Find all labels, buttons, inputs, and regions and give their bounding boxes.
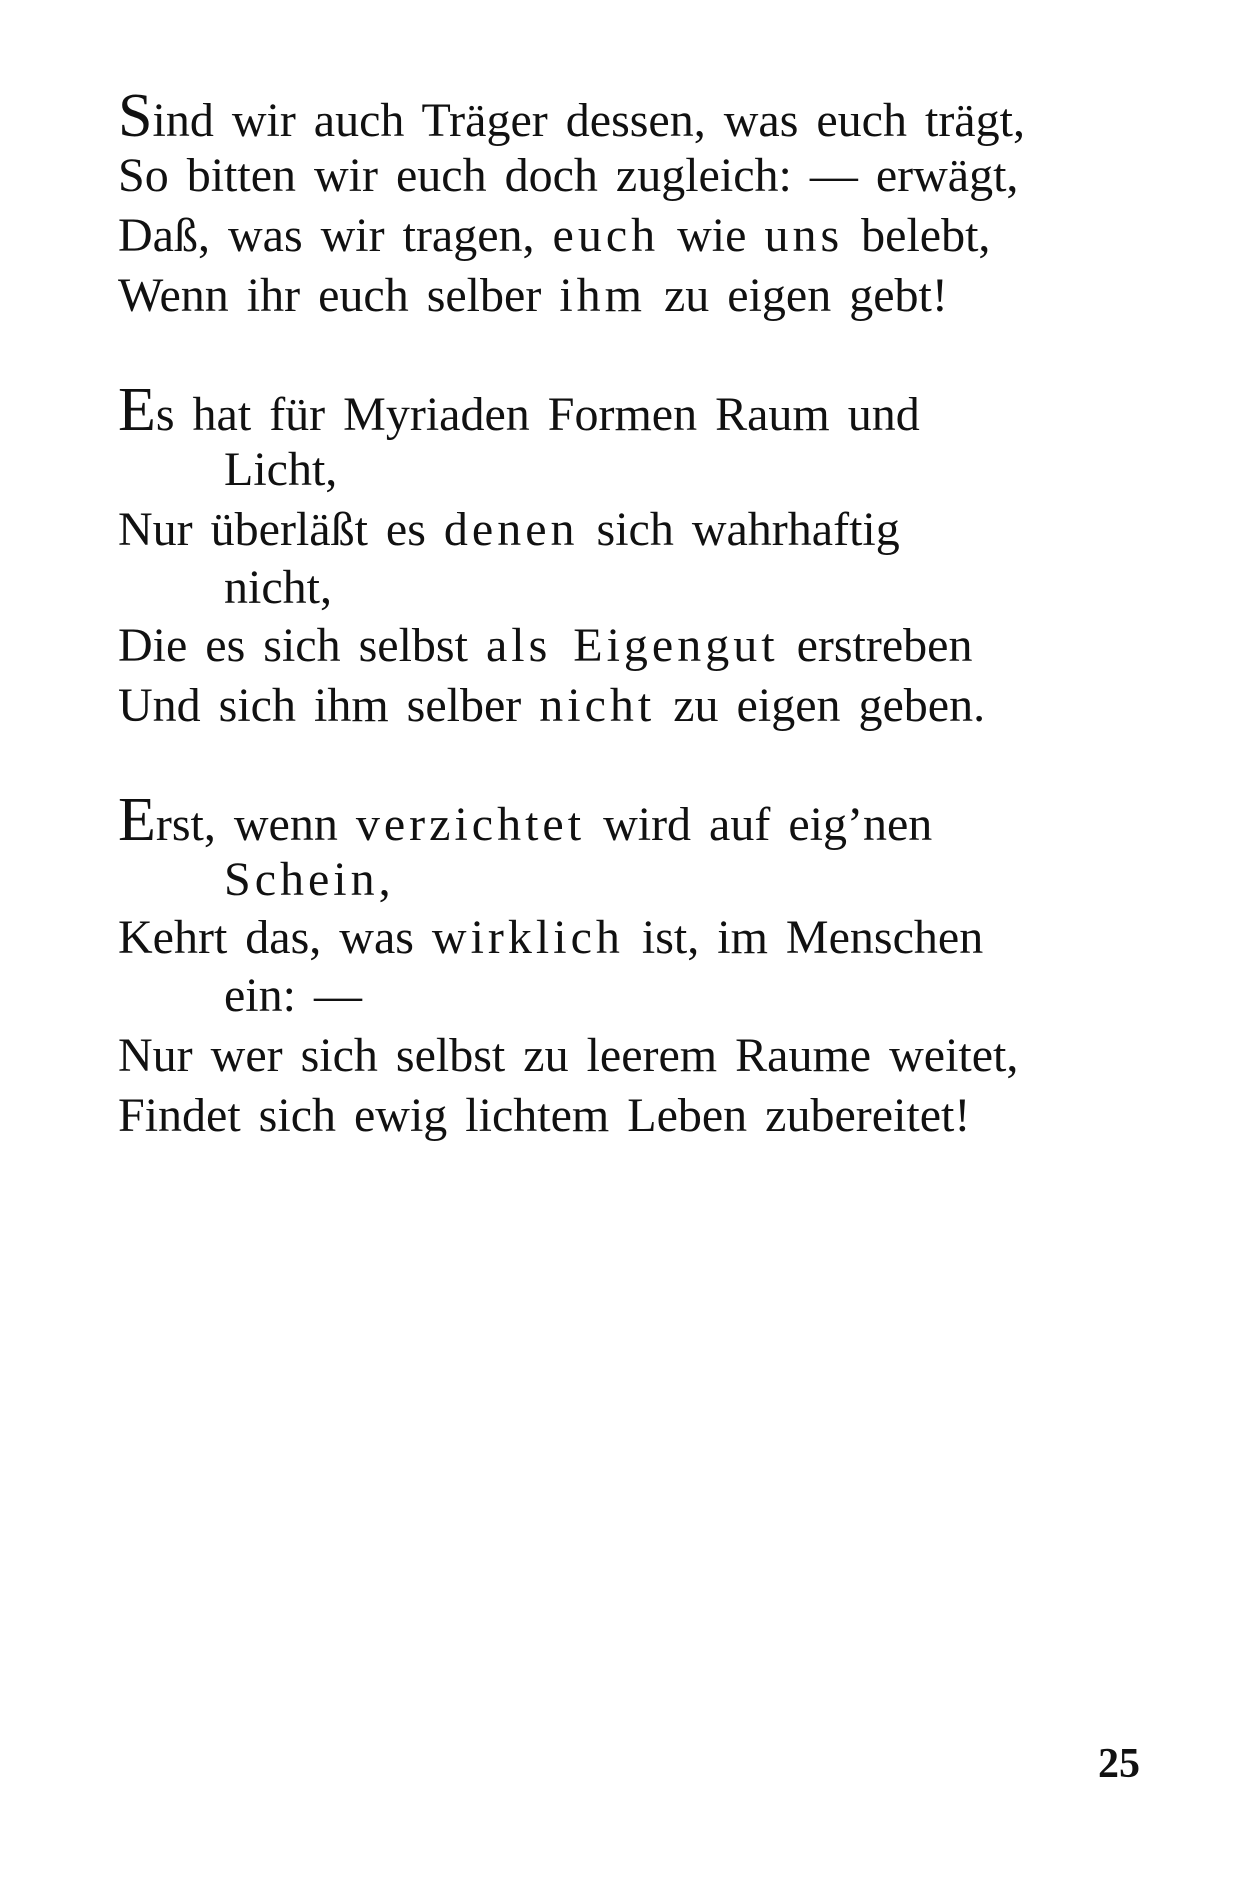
poem-line (118, 376, 920, 444)
line-text: erstreben (778, 619, 973, 672)
stanza-initial: E (118, 376, 156, 444)
line-text: s hat für Myriaden Formen Raum und (155, 388, 920, 441)
poem-line (118, 618, 972, 674)
spaced-text: Schein, (224, 853, 395, 906)
line-text: Kehrt das, was (118, 911, 432, 964)
stanza-initial: E (118, 786, 156, 854)
poem-line (118, 678, 985, 734)
line-text: wird auf eig’nen (585, 798, 933, 851)
poem-line (118, 208, 990, 264)
poem-line (224, 968, 362, 1024)
line-text: Licht, (224, 443, 338, 496)
poem-line (118, 1028, 1018, 1084)
spaced-text: euch (552, 209, 660, 262)
line-text: nicht, (224, 561, 332, 614)
line-text: Wenn ihr euch selber (118, 269, 560, 322)
line-text: wie (659, 209, 765, 262)
line-text: Findet sich ewig lichtem Leben zubereitet! (118, 1089, 971, 1142)
spaced-text: uns (764, 209, 844, 262)
stanza-initial: S (118, 82, 153, 150)
poem-line (118, 268, 948, 324)
spaced-text: verzichtet (355, 798, 586, 851)
page-number: 25 (1098, 1741, 1140, 1787)
spaced-text: denen (443, 503, 579, 556)
poem-line (224, 852, 395, 908)
line-text: zu eigen gebt! (645, 269, 948, 322)
line-text: Die es sich selbst (118, 619, 486, 672)
poem-line (224, 560, 332, 616)
line-text: Und sich ihm selber (118, 679, 540, 732)
poem-line (118, 82, 1025, 150)
spaced-text: nicht (539, 679, 656, 732)
poem-line (118, 1088, 970, 1144)
poem-line (118, 502, 900, 558)
poem-line (118, 148, 1018, 204)
line-text: ind wir auch Träger dessen, was euch trägt, (152, 94, 1025, 147)
line-text: sich wahrhaftig (578, 503, 900, 556)
poem-line (224, 442, 337, 498)
poem-line (118, 910, 983, 966)
line-text: rst, wenn (155, 798, 356, 851)
line-text: Daß, was wir tragen, (118, 209, 553, 262)
line-text: belebt, (843, 209, 991, 262)
line-text: ein: — (224, 969, 362, 1022)
line-text: Nur wer sich selbst zu leerem Raume weitet, (118, 1029, 1019, 1082)
line-text: Nur überläßt es (118, 503, 444, 556)
line-text: So bitten wir euch doch zugleich: — erwägt, (118, 149, 1019, 202)
poem-line (118, 786, 933, 854)
line-text: ist, im Menschen (623, 911, 984, 964)
line-text: zu eigen geben. (655, 679, 986, 732)
spaced-text: als Eigengut (485, 619, 779, 672)
spaced-text: wirklich (431, 911, 624, 964)
spaced-text: ihm (559, 269, 646, 322)
